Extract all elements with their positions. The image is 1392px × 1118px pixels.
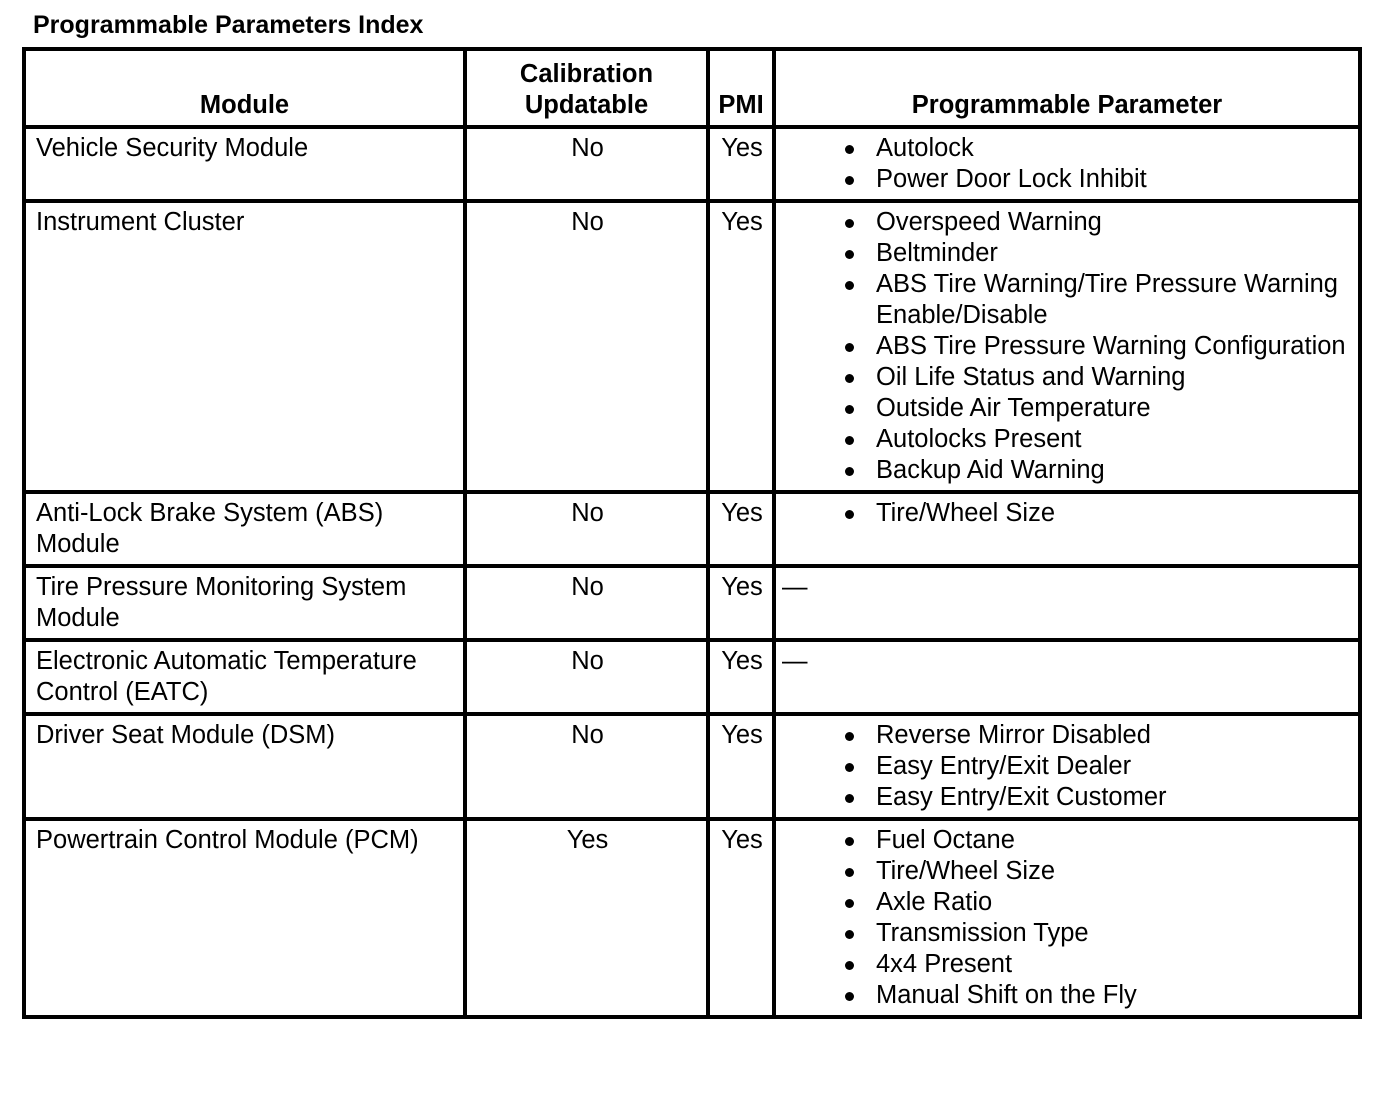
programmable-parameter-cell: — [774, 566, 1360, 640]
parameter-list-item: Axle Ratio [876, 887, 1350, 918]
parameter-list-item: Manual Shift on the Fly [876, 980, 1350, 1011]
parameters-table [22, 47, 1362, 1019]
table-row [24, 127, 1360, 201]
module-cell: Powertrain Control Module (PCM) [24, 819, 465, 1017]
table-row [24, 492, 1360, 566]
header-calibration-line2: Updatable [524, 91, 649, 119]
pmi-cell: Yes [708, 714, 774, 819]
parameter-list-item: Backup Aid Warning [876, 455, 1350, 486]
parameter-list-item: Power Door Lock Inhibit [876, 164, 1350, 195]
parameter-list [786, 720, 1350, 813]
module-cell: Driver Seat Module (DSM) [24, 714, 465, 819]
parameter-list-item: 4x4 Present [876, 949, 1350, 980]
parameter-list [786, 207, 1350, 486]
pmi-cell: Yes [708, 566, 774, 640]
header-pmi: PMI [708, 49, 774, 127]
calibration-updatable-cell: No [465, 640, 708, 714]
programmable-parameter-cell [774, 819, 1360, 1017]
parameter-list-item: Oil Life Status and Warning [876, 362, 1350, 393]
calibration-updatable-cell: No [465, 201, 708, 492]
parameter-list-item: Autolocks Present [876, 424, 1350, 455]
parameter-list [786, 498, 1350, 529]
parameter-list [786, 825, 1350, 1011]
header-row [24, 49, 1360, 127]
pmi-cell: Yes [708, 819, 774, 1017]
parameter-list-item: Tire/Wheel Size [876, 856, 1350, 887]
pmi-cell: Yes [708, 127, 774, 201]
parameter-list-item: Autolock [876, 133, 1350, 164]
table-row [24, 640, 1360, 714]
calibration-updatable-cell: No [465, 714, 708, 819]
parameter-list-item: Tire/Wheel Size [876, 498, 1350, 529]
parameter-list [786, 133, 1350, 195]
calibration-updatable-cell: No [465, 127, 708, 201]
table-row [24, 714, 1360, 819]
programmable-parameter-cell [774, 127, 1360, 201]
header-calibration-updatable [465, 49, 708, 127]
parameter-list-item: Overspeed Warning [876, 207, 1350, 238]
programmable-parameter-cell: — [774, 640, 1360, 714]
module-cell: Vehicle Security Module [24, 127, 465, 201]
parameter-list-item: Transmission Type [876, 918, 1350, 949]
header-calibration-line1: Calibration [519, 60, 654, 88]
calibration-updatable-cell: Yes [465, 819, 708, 1017]
module-cell: Tire Pressure Monitoring System Module [24, 566, 465, 640]
table-body [24, 127, 1360, 1017]
parameter-list-item: Beltminder [876, 238, 1350, 269]
parameter-list-item: Easy Entry/Exit Customer [876, 782, 1350, 813]
parameter-list-item: ABS Tire Warning/Tire Pressure Warning Enable/Disable [876, 269, 1350, 331]
header-module: Module [24, 49, 465, 127]
parameter-list-item: Reverse Mirror Disabled [876, 720, 1350, 751]
calibration-updatable-cell: No [465, 566, 708, 640]
table-row [24, 819, 1360, 1017]
parameter-list-item: Fuel Octane [876, 825, 1350, 856]
module-cell: Electronic Automatic Temperature Control (EATC) [24, 640, 465, 714]
parameter-list-item: Outside Air Temperature [876, 393, 1350, 424]
parameter-list-item: Easy Entry/Exit Dealer [876, 751, 1350, 782]
pmi-cell: Yes [708, 492, 774, 566]
programmable-parameter-cell [774, 201, 1360, 492]
calibration-updatable-cell: No [465, 492, 708, 566]
programmable-parameter-cell [774, 492, 1360, 566]
header-programmable-parameter: Programmable Parameter [774, 49, 1360, 127]
table-row [24, 566, 1360, 640]
module-cell: Anti-Lock Brake System (ABS) Module [24, 492, 465, 566]
pmi-cell: Yes [708, 201, 774, 492]
page-title: Programmable Parameters Index [33, 11, 424, 39]
pmi-cell: Yes [708, 640, 774, 714]
parameter-list-item: ABS Tire Pressure Warning Configuration [876, 331, 1350, 362]
module-cell: Instrument Cluster [24, 201, 465, 492]
table-row [24, 201, 1360, 492]
programmable-parameter-cell [774, 714, 1360, 819]
